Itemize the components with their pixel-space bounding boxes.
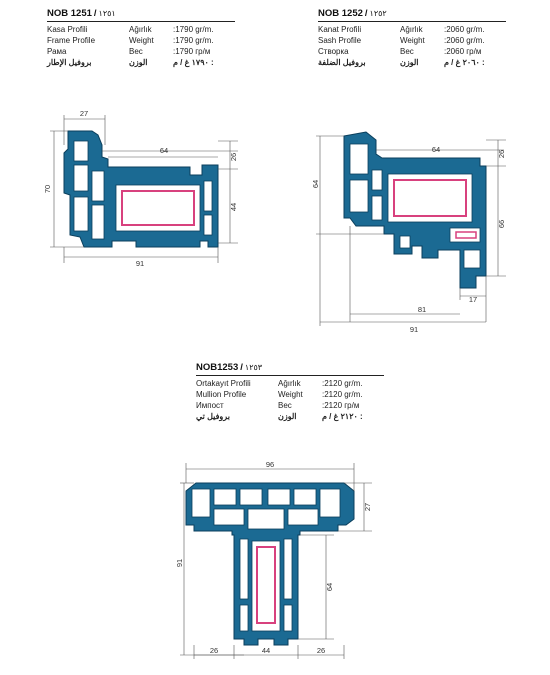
spec-table [318,24,485,68]
profile-header: NOB 1251 / ١٢٥١ [47,8,235,22]
spec-block-nob1252 [318,8,506,68]
sash-profile-drawing [310,100,520,340]
dim-sash-right-top: 26 [497,149,506,159]
dim-sash-width: 91 [409,325,419,334]
dim-mullion-bottom-right: 26 [316,646,326,655]
spec-row: Kasa Profili Ağırlık :1790 gr/m. [47,25,214,34]
dim-mullion-stem: 64 [325,582,334,592]
dim-frame-inner: 64 [159,146,169,155]
mullion-profile-drawing [175,455,378,665]
dim-mullion-bottom-left: 26 [209,646,219,655]
spec-row: Рама Вес :1790 гр/м [47,47,211,56]
dim-frame-right-mid: 44 [229,202,238,212]
dim-mullion-bottom-mid: 44 [261,646,271,655]
spec-row: Импост Вес :2120 гр/м [196,401,360,410]
dim-frame-height: 70 [43,184,52,194]
dim-sash-right-mid: 66 [497,219,506,229]
spec-row: بروفيل تي الوزن : ٢١٢٠ غ / م [196,412,363,421]
dim-sash-inner: 64 [431,145,441,154]
spec-table [196,378,363,422]
mullion-chambers [192,489,340,631]
dim-frame-right-top: 26 [229,152,238,162]
dim-sash-height: 64 [311,179,320,189]
dim-frame-width: 91 [135,259,145,268]
dim-mullion-height: 91 [175,558,184,568]
spec-block-nob1253 [196,362,384,422]
profile-code: NOB1253 [196,362,239,373]
spec-row: Sash Profile Weight :2060 gr/m. [318,36,485,45]
mullion-profile-svg [175,455,378,665]
sash-profile-svg [310,100,520,340]
spec-row: بروفيل الضلفة الوزن : ٢٠٦٠ غ / م [318,58,485,67]
spec-row: Kanat Profili Ağırlık :2060 gr/m. [318,25,485,34]
dim-sash-bottom-inner: 81 [417,305,427,314]
spec-table [47,24,214,68]
spec-row: بروفيل الإطار الوزن : ١٧٩٠ غ / م [47,58,214,67]
dim-mullion-right-top: 27 [363,502,372,512]
dim-mullion-top-width: 96 [265,460,275,469]
profile-code: NOB 1252 [318,8,363,19]
spec-block-nob1251 [47,8,235,68]
profile-code-arabic: ١٢٥٢ [369,9,387,18]
spec-row: Ortakayıt Profili Ağırlık :2120 gr/m. [196,379,363,388]
profile-code-arabic: ١٢٥٣ [244,363,263,372]
dim-sash-bottom-small: 17 [468,295,478,304]
spec-row: Frame Profile Weight :1790 gr/m. [47,36,214,45]
spec-row: Mullion Profile Weight :2120 gr/m. [196,390,363,399]
dim-frame-top-width: 27 [79,109,89,118]
profile-header: NOB 1252 / ١٢٥٢ [318,8,506,22]
profile-code: NOB 1251 [47,8,92,19]
profile-code-arabic: ١٢٥١ [98,9,116,18]
profile-header: NOB1253 / ١٢٥٣ [196,362,384,376]
frame-profile-drawing [40,105,250,275]
spec-row: Створка Вес :2060 гр/м [318,47,482,56]
frame-profile-svg [40,105,250,275]
